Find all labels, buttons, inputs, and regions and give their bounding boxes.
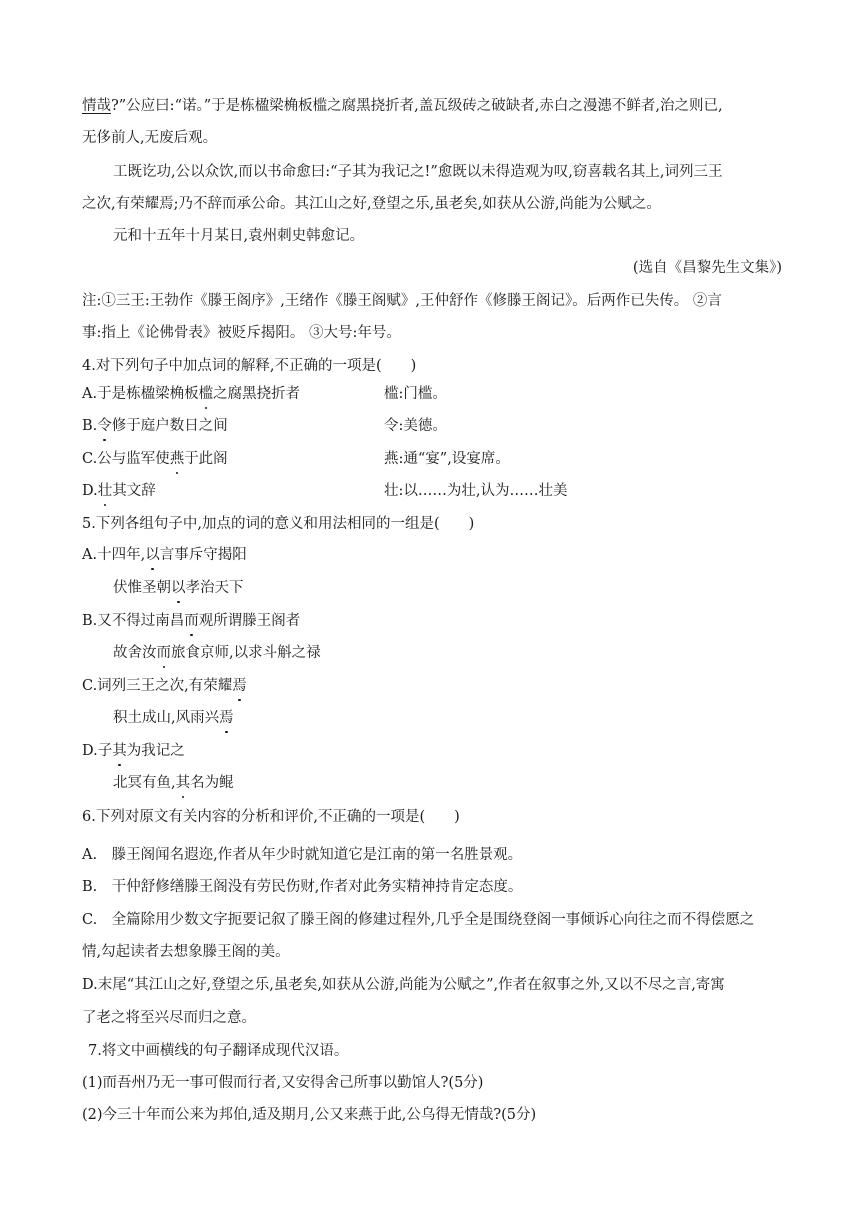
dotted-word: 以 bbox=[145, 547, 160, 563]
dotted-word: 燕 bbox=[169, 451, 185, 467]
q5-option-b-1: B.又不得过南昌而观所谓滕王阁者 bbox=[82, 613, 301, 629]
q5-option-c-2: 积土成山,风雨兴焉 bbox=[113, 710, 234, 726]
q6-option-d-1: D.末尾“其江山之好,登望之乐,虽老矣,如获从公游,尚能为公赋之”,作者在叙事之外,又以不尽之言,寄寓 bbox=[82, 977, 725, 993]
dotted-word: 以 bbox=[171, 580, 186, 596]
source-citation: (选自《昌黎先生文集》) bbox=[632, 260, 782, 276]
q7-stem: 7.将文中画横线的句子翻译成现代汉语。 bbox=[88, 1043, 349, 1059]
q4-option-c: C.公与监军使燕于此阁 bbox=[82, 451, 228, 467]
note-line-1: 注:①三王:王勃作《滕王阁序》,王绪作《滕王阁赋》,王仲舒作《修滕王阁记》。后两作已失传。 ②言 bbox=[82, 293, 722, 309]
dotted-word: 其 bbox=[112, 743, 127, 759]
q4-stem: 4.对下列句子中加点词的解释,不正确的一项是( ) bbox=[82, 358, 417, 374]
q6-option-c-2: 情,勾起读者去想象滕王阁的美。 bbox=[82, 944, 290, 960]
q6-option-c-1: C. 全篇除用少数文字扼要记叙了滕王阁的修建过程外,几乎全是围绕登阁一事倾诉心向往之而不得偿愿之 bbox=[82, 912, 755, 928]
q5-stem: 5.下列各组句子中,加点的词的意义和用法相同的一组是( ) bbox=[82, 516, 475, 532]
q4-option-a: A.于是栋楹梁桷板槛之腐黑挠折者 bbox=[82, 386, 301, 402]
passage-line-2: 无侈前人,无废后观。 bbox=[82, 130, 218, 146]
note-line-2: 事:指上《论佛骨表》被贬斥揭阳。 ③大号:年号。 bbox=[82, 325, 401, 341]
q5-option-d-1: D.子其为我记之 bbox=[82, 743, 185, 759]
q4-option-d-explain: 壮:以……为壮,认为……壮美 bbox=[384, 483, 568, 499]
q4-option-c-explain: 燕:通“宴”,设宴席。 bbox=[384, 451, 510, 467]
q6-option-b: B. 干仲舒修缮滕王阁没有劳民伤财,作者对此务实精神持肯定态度。 bbox=[82, 879, 523, 895]
q7-sentence-1: (1)而吾州乃无一事可假而行者,又安得舍己所事以勤馆人?(5分) bbox=[82, 1075, 484, 1091]
dotted-word: 焉 bbox=[232, 678, 247, 694]
q6-stem: 6.下列对原文有关内容的分析和评价,不正确的一项是( ) bbox=[82, 809, 460, 825]
dotted-word: 其 bbox=[175, 775, 191, 791]
dotted-word: 而 bbox=[184, 613, 199, 629]
dotted-word: 焉 bbox=[219, 710, 234, 726]
dotted-word: 令 bbox=[97, 418, 112, 434]
q7-sentence-2: (2)今三十年而公来为邦伯,适及期月,公又来燕于此,公乌得无情哉?(5分) bbox=[82, 1107, 537, 1123]
q4-option-b-explain: 令:美德。 bbox=[384, 418, 447, 434]
q5-option-c-1: C.词列三王之次,有荣耀焉 bbox=[82, 678, 247, 694]
passage-line-1: 情哉?”公应曰:“诺。”于是栋楹梁桷板槛之腐黑挠折者,盖瓦级砖之破缺者,赤白之漫漶不鲜者,治之则已, bbox=[82, 98, 723, 114]
q6-option-d-2: 了老之将至兴尽而归之意。 bbox=[82, 1010, 256, 1026]
dotted-word: 壮 bbox=[97, 483, 113, 499]
passage-line-3: 工既讫功,公以众饮,而以书命愈曰:“子其为我记之!”愈既以未得造观为叹,窃喜载名其上,词列三王 bbox=[113, 164, 723, 180]
q4-option-d: D.壮其文辞 bbox=[82, 483, 156, 499]
passage-line-5: 元和十五年十月某日,袁州刺史韩愈记。 bbox=[113, 228, 365, 244]
q5-option-d-2: 北冥有鱼,其名为鲲 bbox=[113, 775, 234, 791]
dotted-word: 槛 bbox=[198, 386, 214, 402]
underlined-phrase: 情哉 bbox=[82, 98, 111, 114]
q4-option-b: B.令修于庭户数日之间 bbox=[82, 418, 228, 434]
passage-line-4: 之次,有荣耀焉;乃不辞而承公命。其江山之好,登望之乐,虽老矣,如获从公游,尚能为公赋之。 bbox=[82, 196, 661, 212]
dotted-word: 而 bbox=[156, 645, 171, 661]
q5-option-a-1: A.十四年,以言事斥守揭阳 bbox=[82, 547, 247, 563]
q4-option-a-explain: 槛:门槛。 bbox=[384, 386, 447, 402]
q6-option-a: A. 滕王阁闻名遐迩,作者从年少时就知道它是江南的第一名胜景观。 bbox=[82, 847, 523, 863]
q5-option-a-2: 伏惟圣朝以孝治天下 bbox=[113, 580, 244, 596]
q5-option-b-2: 故舍汝而旅食京师,以求斗斛之禄 bbox=[113, 645, 321, 661]
